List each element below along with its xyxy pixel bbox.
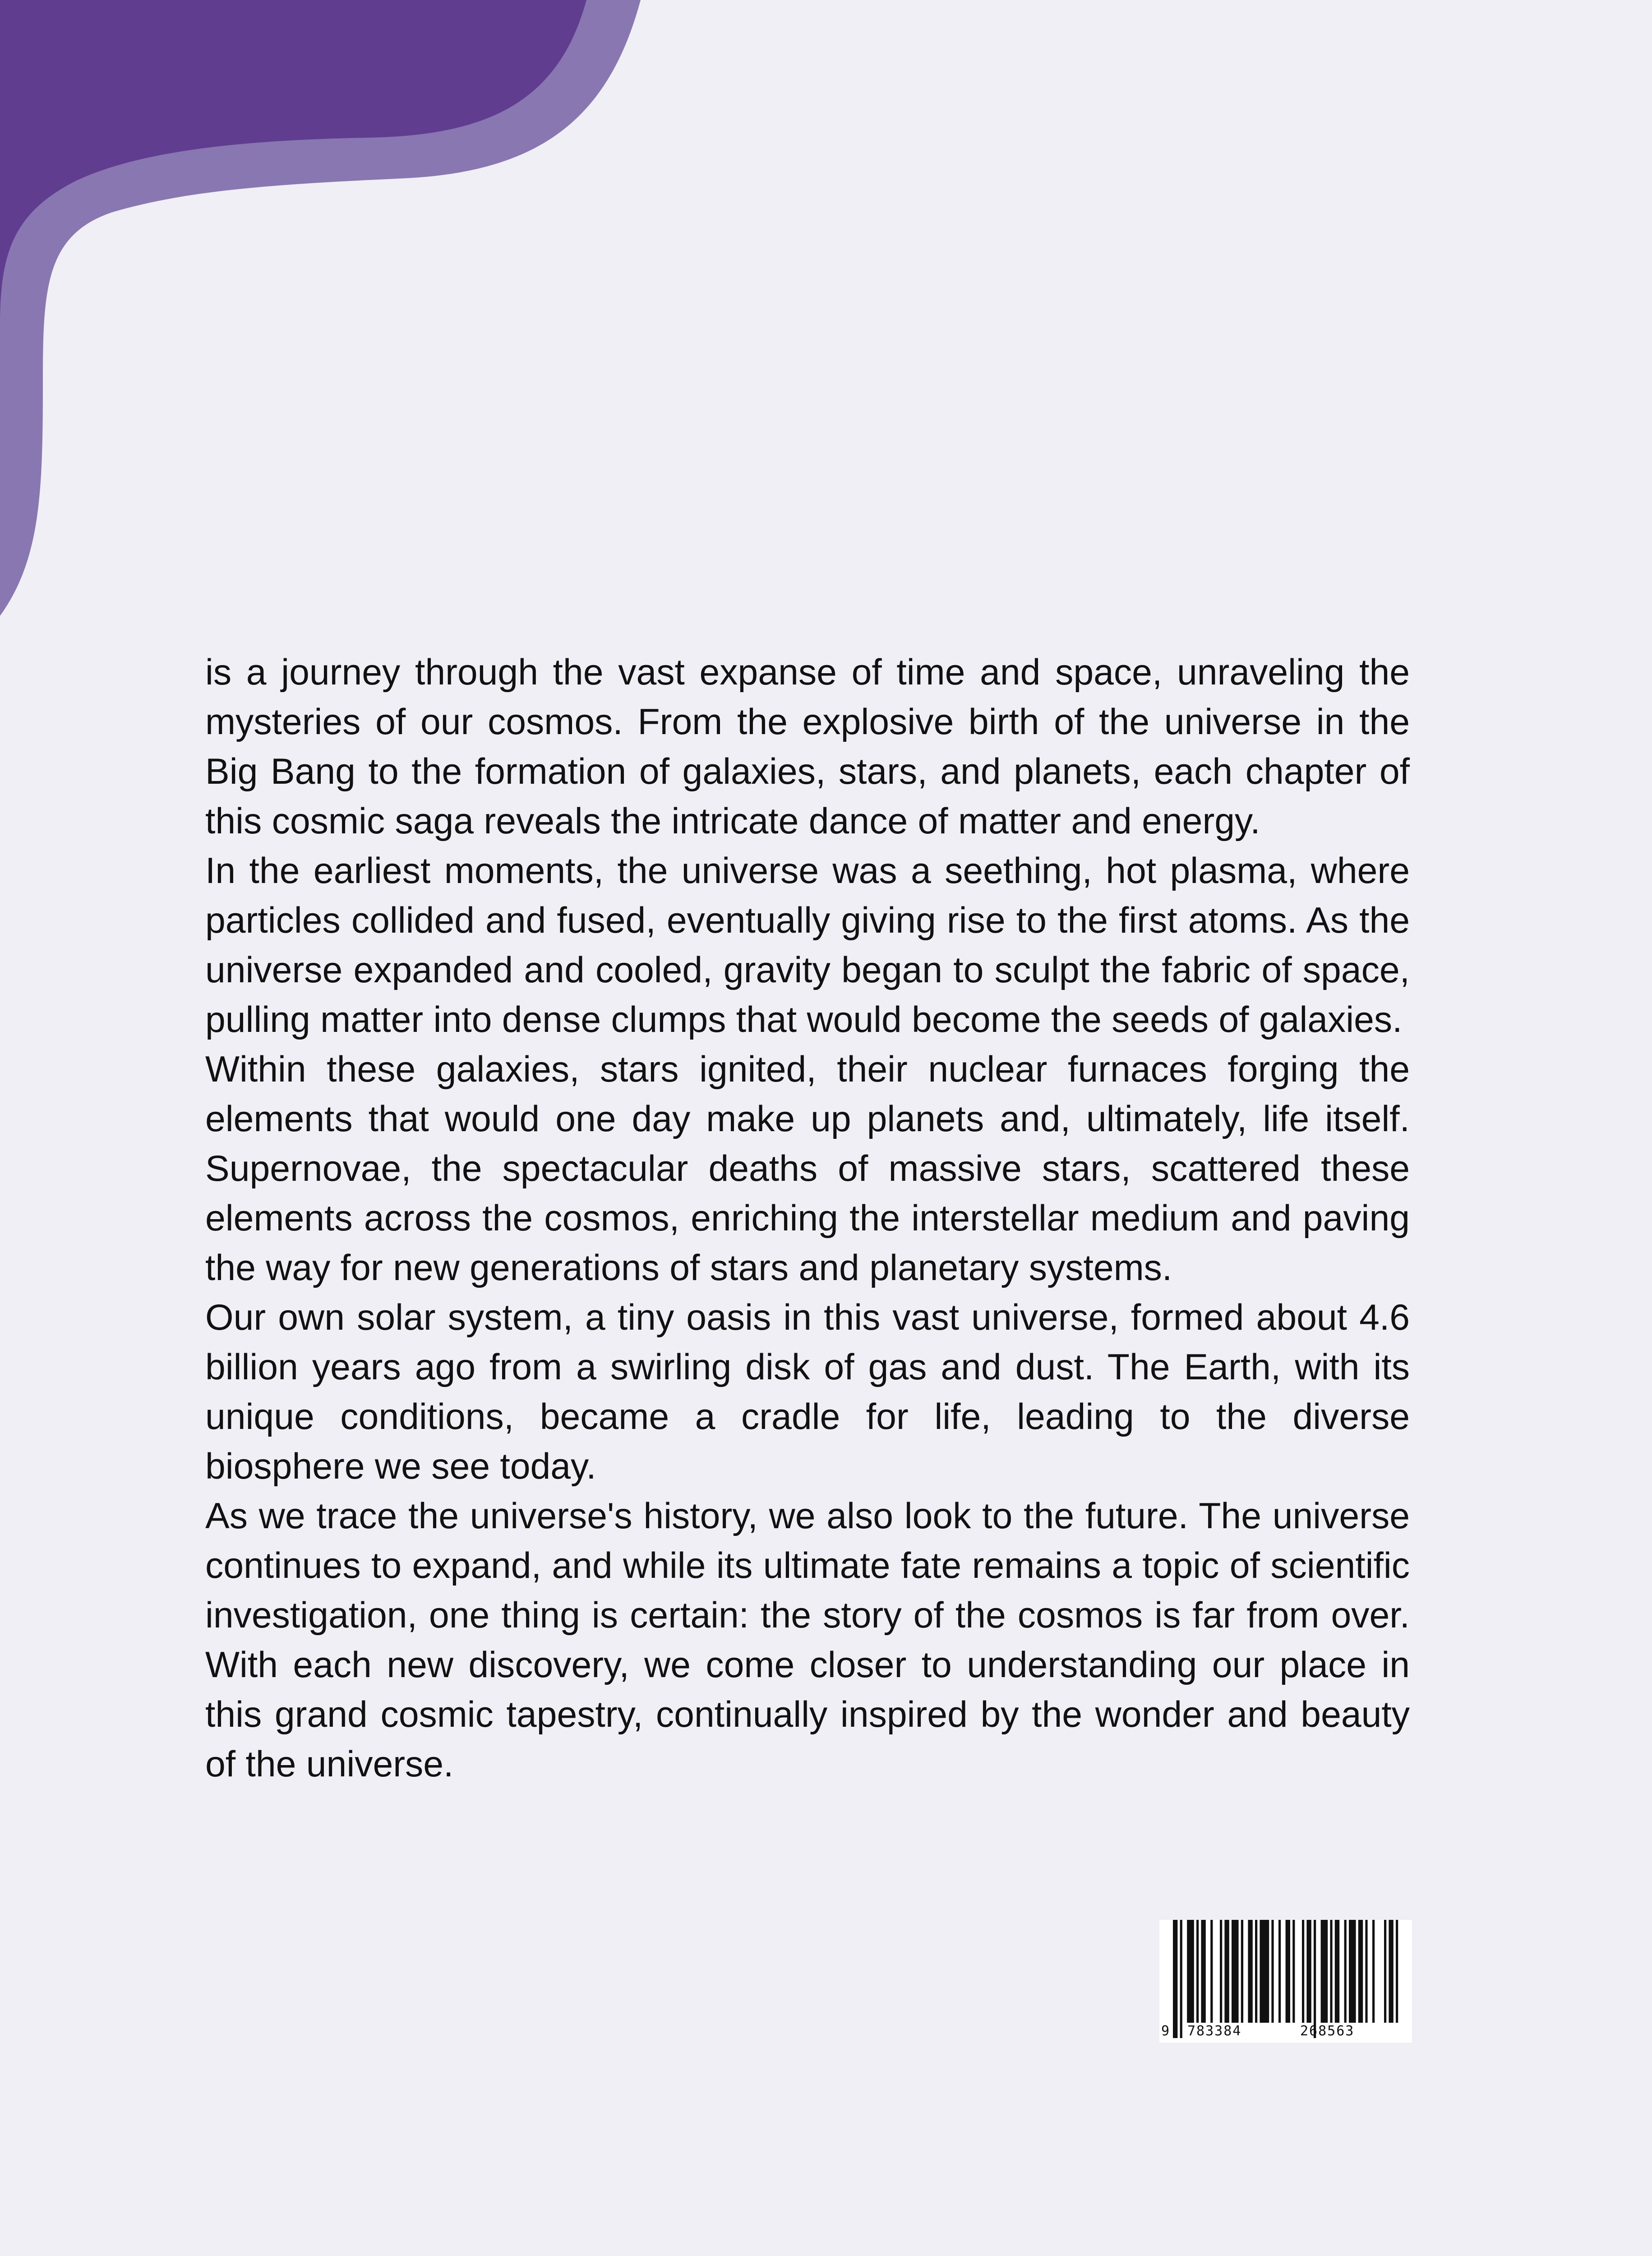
barcode-bar bbox=[1321, 1920, 1328, 2023]
barcode-bar bbox=[1358, 1920, 1363, 2023]
barcode-bar bbox=[1306, 1920, 1311, 2023]
barcode-bar bbox=[1271, 1920, 1274, 2023]
paragraph: Our own solar system, a tiny oasis in this vast universe, formed about 4.6 billion years ago from a swirling disk of gas and dust. The Earth, with its unique conditions, became a cradle for life, leading to the diverse biosphere we see today. bbox=[205, 1297, 1410, 1487]
barcode-digits-right: 268563 bbox=[1300, 2023, 1355, 2039]
barcode-bar bbox=[1396, 1920, 1398, 2023]
barcode-bar bbox=[1210, 1920, 1213, 2023]
back-cover-description bbox=[205, 647, 1410, 1789]
barcode-bar bbox=[1292, 1920, 1295, 2023]
barcode-bar bbox=[1196, 1920, 1199, 2023]
barcode-bar bbox=[1302, 1920, 1304, 2023]
barcode-bar bbox=[1260, 1920, 1269, 2023]
barcode-bar bbox=[1365, 1920, 1367, 2023]
decorative-corner-wave bbox=[0, 0, 677, 632]
barcode-bar bbox=[1248, 1920, 1252, 2023]
barcode-bar bbox=[1201, 1920, 1205, 2023]
barcode-bar bbox=[1335, 1920, 1339, 2023]
barcode-bar bbox=[1384, 1920, 1386, 2023]
barcode-bar bbox=[1349, 1920, 1356, 2023]
isbn-barcode bbox=[1159, 1920, 1412, 2043]
barcode-bar bbox=[1173, 1920, 1177, 2038]
barcode-bar bbox=[1286, 1920, 1290, 2023]
barcode-bar bbox=[1187, 1920, 1194, 2023]
paragraph: As we trace the universe's history, we also look to the future. The universe continues to expand, and while its ultimate fate remains a topic of scientific investigation, one thing is certain: the story of the cosmos is far from over. With each new discovery, we come closer to understanding our place in this grand cosmic tapestry, continually inspired by the wonder and beauty of the universe. bbox=[205, 1496, 1410, 1784]
barcode-bar bbox=[1255, 1920, 1257, 2023]
barcode-bar bbox=[1224, 1920, 1229, 2023]
barcode-bar bbox=[1180, 1920, 1182, 2038]
paragraph: is a journey through the vast expanse of time and space, unraveling the mysteries of our cosmos. From the explosive birth of the universe in the Big Bang to the formation of galaxies, stars, and planets, each chapter of this cosmic saga reveals the intricate dance of matter and energy. bbox=[205, 652, 1410, 841]
barcode-bar bbox=[1330, 1920, 1332, 2023]
barcode-bar bbox=[1344, 1920, 1347, 2023]
barcode-bar bbox=[1220, 1920, 1222, 2023]
barcode-bar bbox=[1278, 1920, 1281, 2023]
barcode-bar bbox=[1232, 1920, 1239, 2023]
barcode-bar bbox=[1372, 1920, 1375, 2023]
barcode-bar bbox=[1241, 1920, 1243, 2023]
paragraph: Within these galaxies, stars ignited, their nuclear furnaces forging the elements that would one day make up planets and, ultimately, life itself. Supernovae, the spectacular deaths of massive stars, scattered these elements across the cosmos, enriching the interstellar medium and paving the way for new generations of stars and planetary systems. bbox=[205, 1049, 1410, 1288]
barcode-bar bbox=[1314, 1920, 1316, 2038]
barcode-digit-first: 9 bbox=[1161, 2023, 1171, 2039]
barcode-digits-left: 783384 bbox=[1187, 2023, 1242, 2039]
paragraph: In the earliest moments, the universe was a seething, hot plasma, where particles collided and fused, eventually giving rise to the first atoms. As the universe expanded and cooled, gravity began to sculpt the fabric of space, pulling matter into dense clumps that would become the seeds of galaxies. bbox=[205, 851, 1410, 1040]
barcode-bar bbox=[1389, 1920, 1393, 2023]
